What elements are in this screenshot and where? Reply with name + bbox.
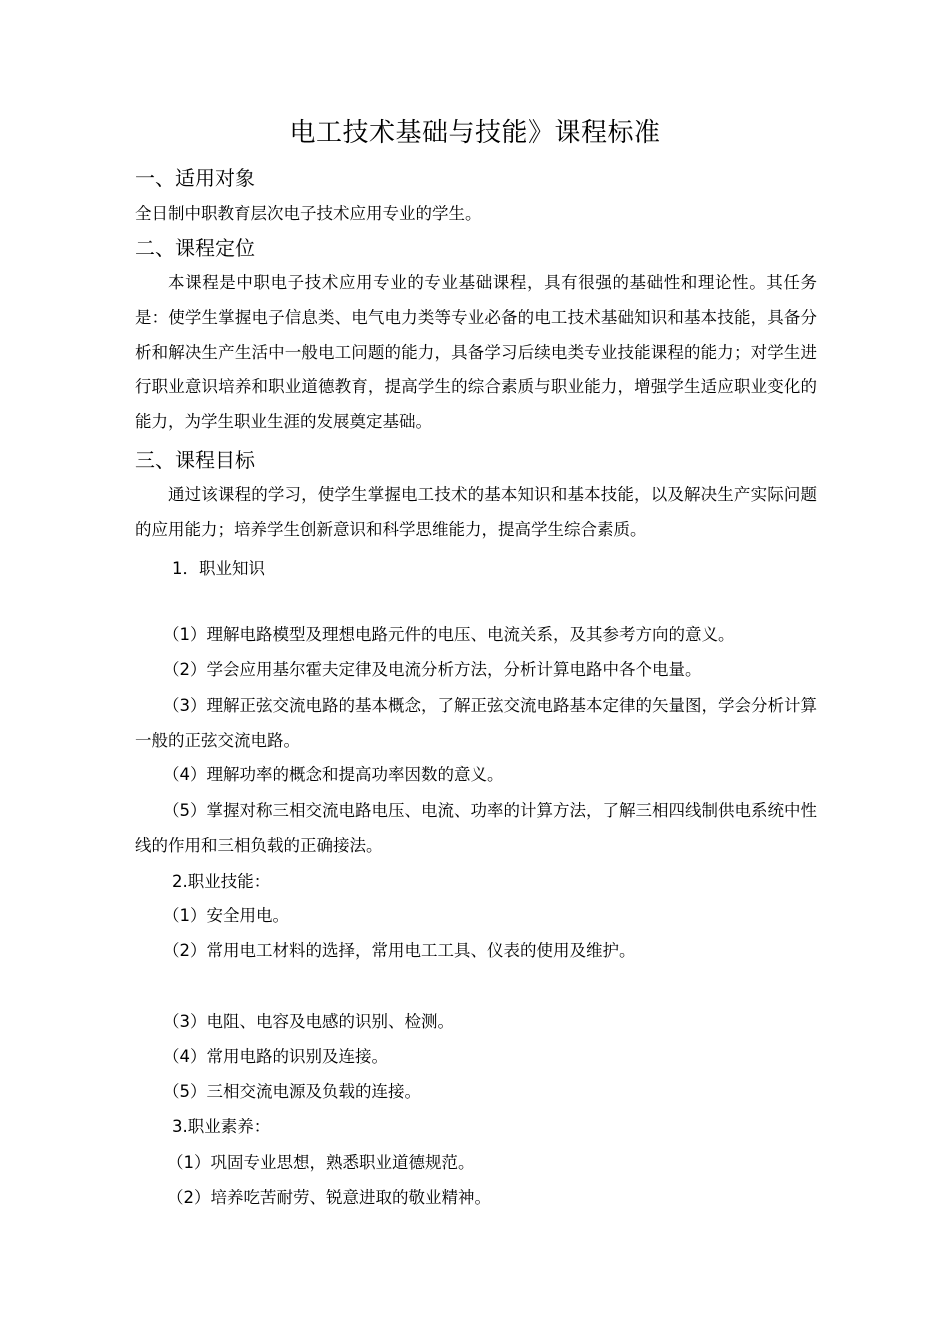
knowledge-item: （1）理解电路模型及理想电路元件的电压、电流关系，及其参考方向的意义。 [163,625,735,644]
skills-item: （5）三相交流电源及负载的连接。 [163,1082,421,1101]
qualities-item: （2）培养吃苦耐劳、锐意进取的敬业精神。 [167,1188,491,1207]
knowledge-item: （5）掌握对称三相交流电路电压、电流、功率的计算方法，了解三相四线制供电系统中性线的作用和三相负载的正确接法。 [135,801,817,855]
section-heading-goals: 三、课程目标 [135,448,255,472]
section-text-position: 本课程是中职电子技术应用专业的专业基础课程，具有很强的基础性和理论性。其任务是：使学生掌握电子信息类、电气电力类等专业必备的电工技术基础知识和基本技能，具备分析和解决生产生活中一般电工问题的能力，具备学习后续电类专业技能课程的能力；对学生进行职业意识培养和职业道德教育，提高学生的综合素质与职业能力，增强学生适应职业变化的能力，为学生职业生涯的发展奠定基础。 [135,273,817,432]
knowledge-item: （2）学会应用基尔霍夫定律及电流分析方法，分析计算电路中各个电量。 [163,660,702,679]
subheading-knowledge: 1．职业知识 [172,559,265,578]
skills-item: （1）安全用电。 [163,906,289,925]
skills-item: （2）常用电工材料的选择，常用电工工具、仪表的使用及维护。 [163,941,636,960]
document-title: 电工技术基础与技能》课程标准 [289,118,661,148]
knowledge-item: （3）理解正弦交流电路的基本概念，了解正弦交流电路基本定律的矢量图，学会分析计算一般的正弦交流电路。 [135,696,817,750]
section-text-goals: 通过该课程的学习，使学生掌握电工技术的基本知识和基本技能，以及解决生产实际问题的应用能力；培养学生创新意识和科学思维能力，提高学生综合素质。 [135,485,817,539]
subheading-qualities: 3.职业素养： [172,1117,271,1136]
skills-item: （4）常用电路的识别及连接。 [163,1047,388,1066]
qualities-item: （1）巩固专业思想，熟悉职业道德规范。 [167,1153,475,1172]
knowledge-item: （4）理解功率的概念和提高功率因数的意义。 [163,765,504,784]
section-text-target: 全日制中职教育层次电子技术应用专业的学生。 [135,204,482,223]
skills-item: （3）电阻、电容及电感的识别、检测。 [163,1012,454,1031]
section-heading-target: 一、适用对象 [135,166,255,190]
section-heading-position: 二、课程定位 [135,236,255,260]
subheading-skills: 2.职业技能： [172,872,271,891]
